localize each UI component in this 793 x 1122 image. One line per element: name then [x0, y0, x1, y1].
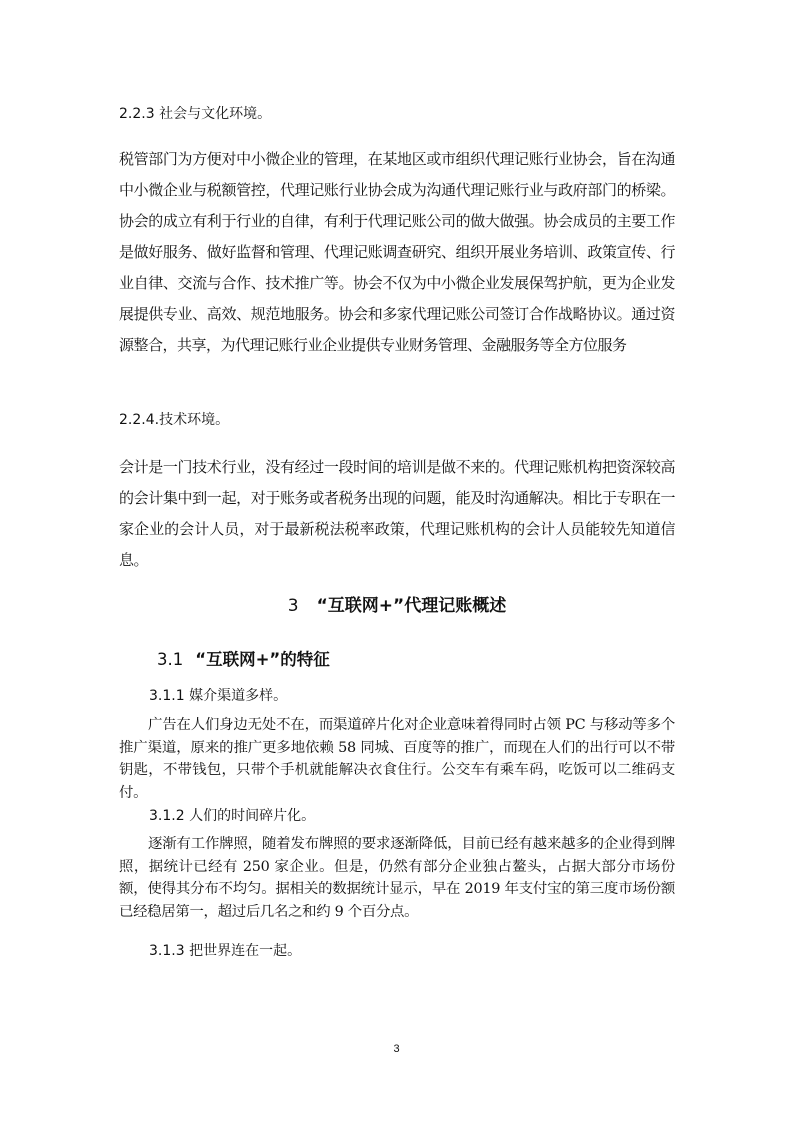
chapter-number: 3: [287, 596, 299, 616]
section-number: 3.1: [157, 650, 184, 669]
section-3-1-title: [157, 648, 330, 672]
section-2-2-4-body: 会计是一门技术行业，没有经过一段时间的培训是做不来的。代理记账机构把资深较高的会计集中到一起，对于账务或者税务出现的问题，能及时沟通解决。相比于专职在一家企业的会计人员，对于最新税法税率政策，代理记账机构的会计人员能较先知道信息。: [119, 458, 675, 569]
section-title-text: “互联网+”的特征: [195, 650, 330, 669]
section-3-1-1-body: 广告在人们身边无处不在，而渠道碎片化对企业意味着得同时占领 PC 与移动等多个推广渠道，原来的推广更多地依赖 58 同城、百度等的推广，而现在人们的出行可以不带钥匙，不带钱包，只带个手机就能解决衣食住行。公交车有乘车码，吃饭可以二维码支付。: [119, 717, 675, 801]
chapter-3-title: [119, 594, 675, 618]
section-2-2-4-heading: 2.2.4.技术环境。: [119, 412, 230, 428]
chapter-title-text: “互联网+”代理记账概述: [316, 596, 507, 616]
page-number: 3: [393, 1043, 400, 1055]
section-3-1-1-heading: 3.1.1 媒介渠道多样。: [149, 688, 288, 704]
section-3-1-2-heading: 3.1.2 人们的时间碎片化。: [149, 808, 316, 824]
section-2-2-3-heading: 2.2.3 社会与文化环境。: [119, 106, 272, 122]
section-3-1-2-body: 逐渐有工作牌照，随着发布牌照的要求逐渐降低，目前已经有越来越多的企业得到牌照，据统计已经有 250 家企业。但是，仍然有部分企业独占鳌头，占据大部分市场份额，使得其分布不均匀。据相关的数据统计显示，早在 2019 年支付宝的第三度市场份额已经稳居第一，超过后几名之和约 9 个百分点。: [119, 836, 675, 920]
section-2-2-3-body: 税管部门为方便对中小微企业的管理，在某地区或市组织代理记账行业协会，旨在沟通中小微企业与税额管控，代理记账行业协会成为沟通代理记账行业与政府部门的桥梁。协会的成立有利于行业的自律，有利于代理记账公司的做大做强。协会成员的主要工作是做好服务、做好监督和管理、代理记账调查研究、组织开展业务培训、政策宣传、行业自律、交流与合作、技术推广等。协会不仅为中小微企业发展保驾护航，更为企业发展提供专业、高效、规范地服务。协会和多家代理记账公司签订合作战略协议。通过资源整合，共享，为代理记账行业企业提供专业财务管理、金融服务等全方位服务: [119, 150, 675, 354]
section-3-1-3-heading: 3.1.3 把世界连在一起。: [149, 943, 302, 959]
